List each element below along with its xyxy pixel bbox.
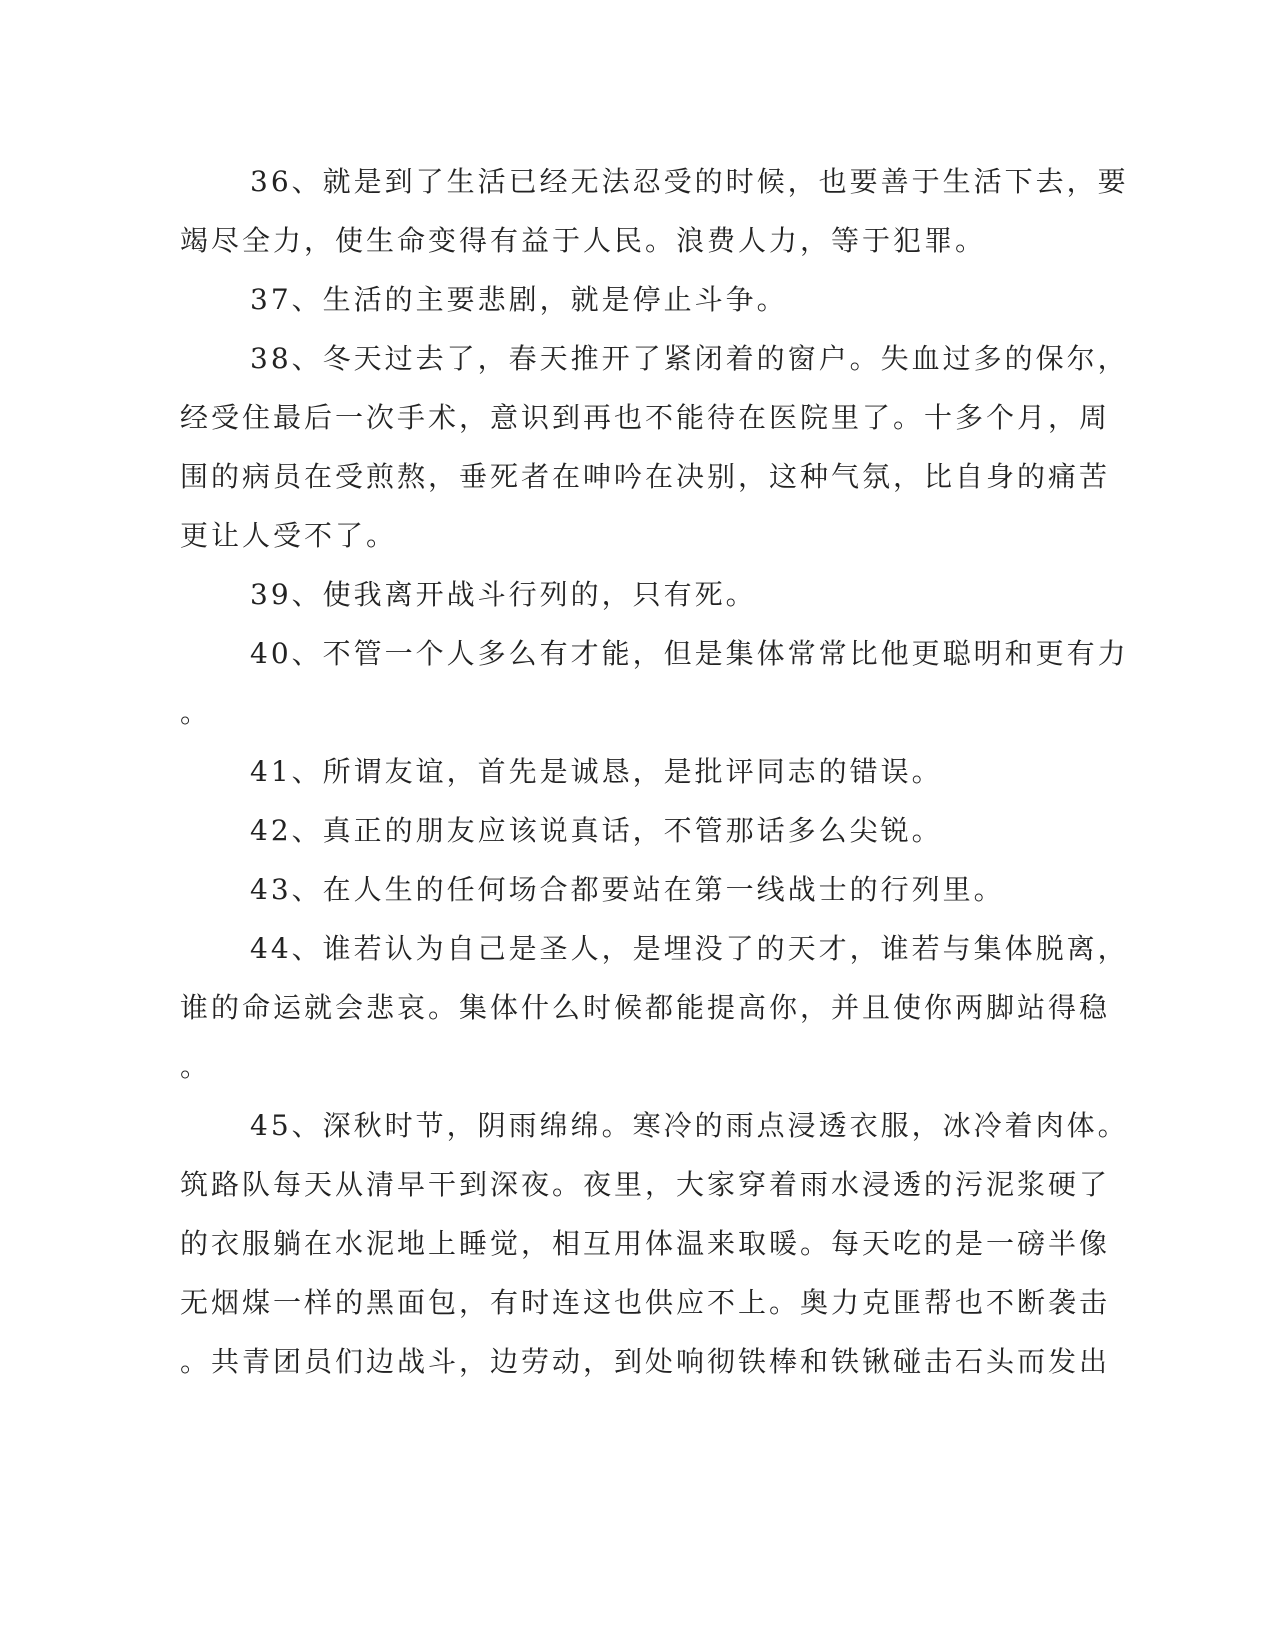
paragraph-38-line-3: 围的病员在受煎熬，垂死者在呻吟在决别，这种气氛，比自身的痛苦 xyxy=(180,460,1111,493)
paragraph-37-line-1: 37、生活的主要悲剧，就是停止斗争。 xyxy=(250,283,788,316)
paragraph-42-line-1: 42、真正的朋友应该说真话，不管那话多么尖锐。 xyxy=(250,814,943,847)
paragraph-45-line-4: 无烟煤一样的黑面包，有时连这也供应不上。奥力克匪帮也不断袭击 xyxy=(180,1286,1111,1319)
paragraph-39-line-1: 39、使我离开战斗行列的，只有死。 xyxy=(250,578,757,611)
paragraph-38-line-4: 更让人受不了。 xyxy=(180,519,398,552)
paragraph-40-line-2: 。 xyxy=(180,696,212,729)
paragraph-44-line-2: 谁的命运就会悲哀。集体什么时候都能提高你，并且使你两脚站得稳 xyxy=(180,991,1111,1024)
paragraph-44-line-3: 。 xyxy=(180,1050,212,1083)
paragraph-45-line-3: 的衣服躺在水泥地上睡觉，相互用体温来取暖。每天吃的是一磅半像 xyxy=(180,1227,1111,1260)
paragraph-40-line-1: 40、不管一个人多么有才能，但是集体常常比他更聪明和更有力 xyxy=(250,637,1129,670)
paragraph-45-line-5: 。共青团员们边战斗，边劳动，到处响彻铁棒和铁锹碰击石头而发出 xyxy=(180,1345,1111,1378)
paragraph-41-line-1: 41、所谓友谊，首先是诚恳，是批评同志的错误。 xyxy=(250,755,943,788)
paragraph-38-line-1: 38、冬天过去了，春天推开了紧闭着的窗户。失血过多的保尔， xyxy=(250,342,1129,375)
paragraph-43-line-1: 43、在人生的任何场合都要站在第一线战士的行列里。 xyxy=(250,873,1005,906)
paragraph-36-line-2: 竭尽全力，使生命变得有益于人民。浪费人力，等于犯罪。 xyxy=(180,224,987,257)
paragraph-38-line-2: 经受住最后一次手术，意识到再也不能待在医院里了。十多个月，周 xyxy=(180,401,1111,434)
document-body xyxy=(180,152,1129,1391)
paragraph-45-line-1: 45、深秋时节，阴雨绵绵。寒冷的雨点浸透衣服，冰冷着肉体。 xyxy=(250,1109,1129,1142)
paragraph-45-line-2: 筑路队每天从清早干到深夜。夜里，大家穿着雨水浸透的污泥浆硬了 xyxy=(180,1168,1111,1201)
paragraph-36-line-1: 36、就是到了生活已经无法忍受的时候，也要善于生活下去，要 xyxy=(250,165,1129,198)
paragraph-44-line-1: 44、谁若认为自己是圣人，是埋没了的天才，谁若与集体脱离， xyxy=(250,932,1129,965)
